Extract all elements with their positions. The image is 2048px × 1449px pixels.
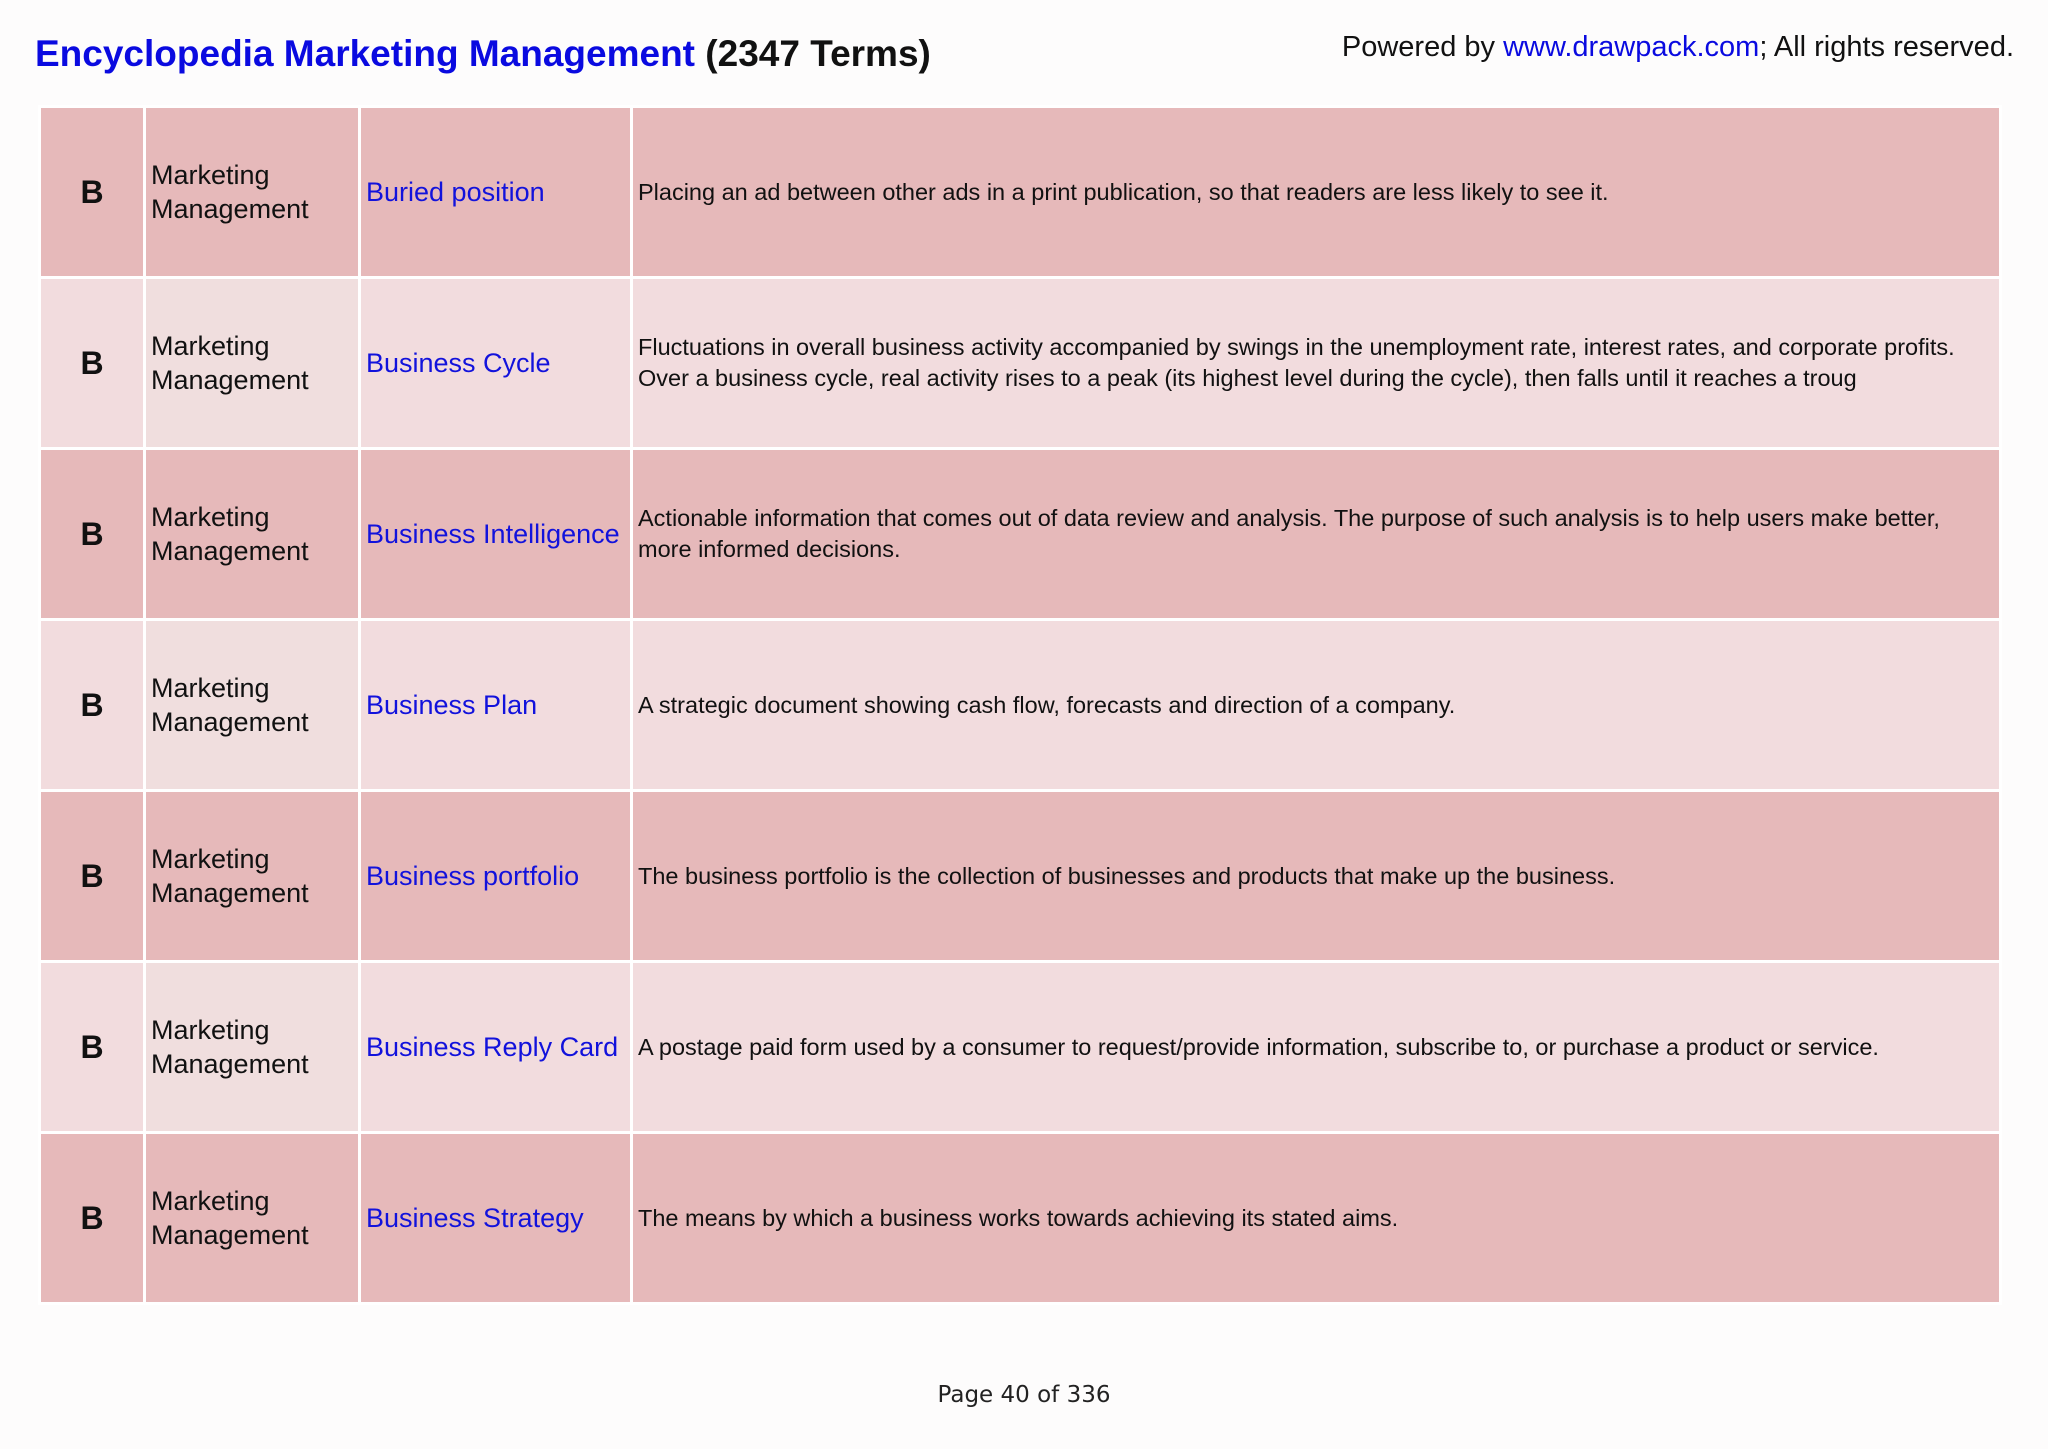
subject-line: Management xyxy=(151,365,309,395)
subject-line: Management xyxy=(151,536,309,566)
subject-line: Marketing xyxy=(151,673,270,703)
subject-line: Marketing xyxy=(151,331,270,361)
table-row xyxy=(40,620,2001,791)
subject-line: Management xyxy=(151,1220,309,1250)
terms-table-body xyxy=(40,107,2001,1304)
row-letter: B xyxy=(40,962,145,1133)
encyclopedia-title: Encyclopedia Marketing Management xyxy=(35,33,696,74)
row-subject xyxy=(145,620,360,791)
row-letter: B xyxy=(40,107,145,278)
page-title xyxy=(35,28,931,80)
subject-line: Management xyxy=(151,707,309,737)
row-subject xyxy=(145,278,360,449)
row-letter: B xyxy=(40,449,145,620)
term-link[interactable]: Business Reply Card xyxy=(360,962,632,1133)
term-count: (2347 Terms) xyxy=(705,33,931,74)
drawpack-link[interactable]: www.drawpack.com xyxy=(1503,31,1760,63)
term-link[interactable]: Business portfolio xyxy=(360,791,632,962)
row-letter: B xyxy=(40,620,145,791)
table-row xyxy=(40,278,2001,449)
row-letter: B xyxy=(40,1133,145,1304)
table-row xyxy=(40,1133,2001,1304)
subject-line: Marketing xyxy=(151,1186,270,1216)
row-subject xyxy=(145,962,360,1133)
subject-line: Management xyxy=(151,194,309,224)
term-link[interactable]: Business Strategy xyxy=(360,1133,632,1304)
row-letter: B xyxy=(40,278,145,449)
row-letter: B xyxy=(40,791,145,962)
subject-line: Management xyxy=(151,1049,309,1079)
table-row xyxy=(40,791,2001,962)
term-link[interactable]: Business Intelligence xyxy=(360,449,632,620)
row-subject xyxy=(145,449,360,620)
subject-line: Marketing xyxy=(151,502,270,532)
page-number: Page 40 of 336 xyxy=(937,1382,1111,1408)
subject-line: Marketing xyxy=(151,1015,270,1045)
subject-line: Marketing xyxy=(151,844,270,874)
term-definition: Fluctuations in overall business activity accompanied by swings in the unemployment rate, interest rates, and corporate profits. Over a business cycle, real activity rises to a peak (its highest level during the cycle), then falls until it reaches a troug xyxy=(632,278,2001,449)
row-subject xyxy=(145,791,360,962)
table-row xyxy=(40,449,2001,620)
row-subject xyxy=(145,107,360,278)
subject-line: Management xyxy=(151,878,309,908)
term-definition: Actionable information that comes out of data review and analysis. The purpose of such analysis is to help users make better, more informed decisions. xyxy=(632,449,2001,620)
table-row xyxy=(40,107,2001,278)
row-subject xyxy=(145,1133,360,1304)
terms-table xyxy=(38,105,2002,1305)
rights-notice: ; All rights reserved. xyxy=(1759,31,2014,63)
powered-prefix: Powered by xyxy=(1341,31,1504,63)
term-link[interactable]: Business Plan xyxy=(360,620,632,791)
term-definition: Placing an ad between other ads in a print publication, so that readers are less likely to see it. xyxy=(632,107,2001,278)
term-definition: The means by which a business works towards achieving its stated aims. xyxy=(632,1133,2001,1304)
powered-by-notice xyxy=(1342,27,2014,67)
term-definition: A postage paid form used by a consumer to request/provide information, subscribe to, or purchase a product or service. xyxy=(632,962,2001,1133)
subject-line: Marketing xyxy=(151,160,270,190)
term-link[interactable]: Buried position xyxy=(360,107,632,278)
term-link[interactable]: Business Cycle xyxy=(360,278,632,449)
term-definition: The business portfolio is the collection of businesses and products that make up the business. xyxy=(632,791,2001,962)
table-row xyxy=(40,962,2001,1133)
term-definition: A strategic document showing cash flow, forecasts and direction of a company. xyxy=(632,620,2001,791)
